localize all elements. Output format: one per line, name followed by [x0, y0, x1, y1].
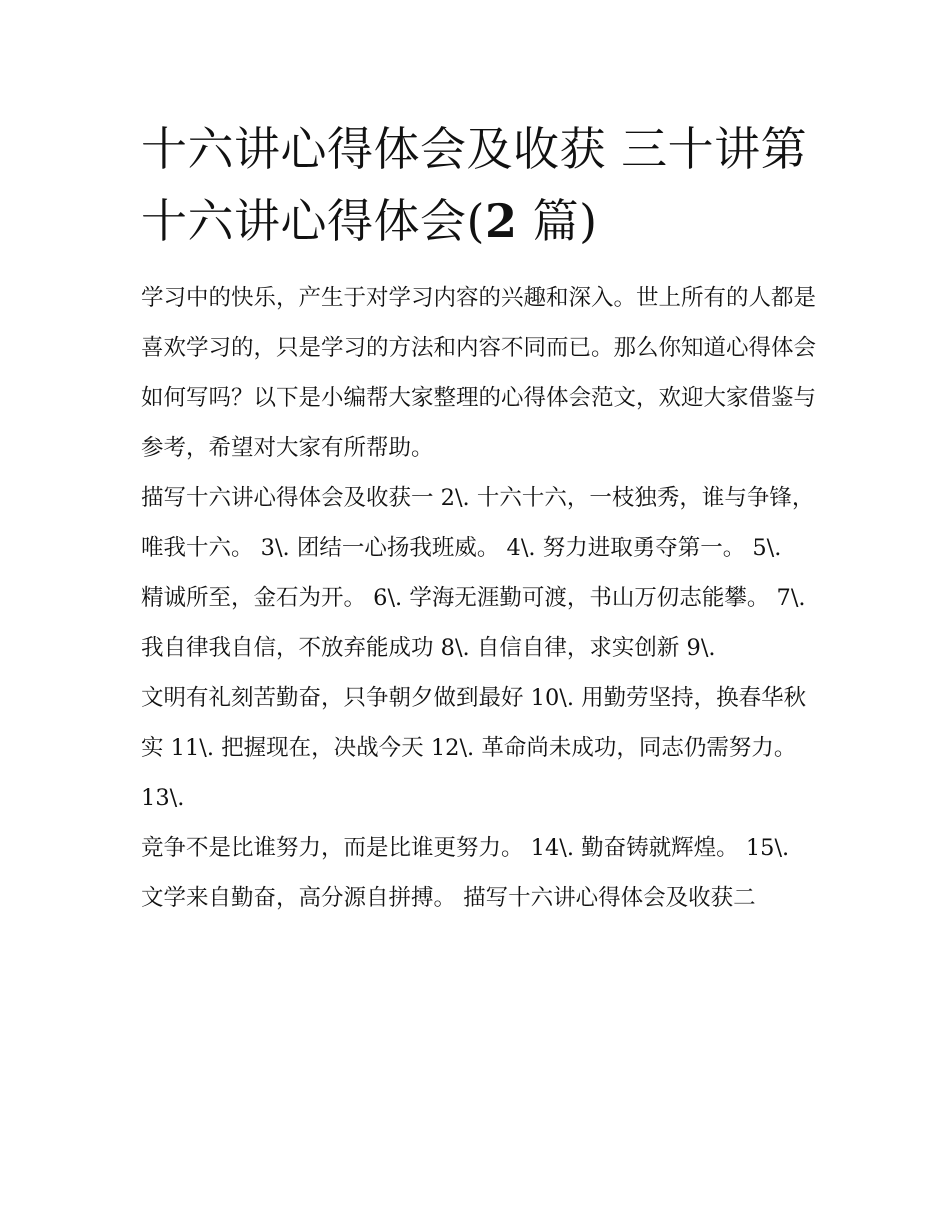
- paragraph-1: 描写十六讲心得体会及收获一 2\. 十六十六，一枝独秀，谁与争锋，唯我十六。 3\. 团结一心扬我班威。 4\. 努力进取勇夺第一。 5\.: [141, 485, 815, 561]
- body-text: [141, 273, 816, 923]
- document-title: [141, 113, 816, 257]
- paragraph-3: 文明有礼刻苦勤奋，只争朝夕做到最好 10\. 用勤劳坚持，换春华秋实 11\. 把握现在，决战今天 12\. 革命尚未成功，同志仍需努力。 13\.: [141, 685, 807, 811]
- paragraph-intro: 学习中的快乐，产生于对学习内容的兴趣和深入。世上所有的人都是喜欢学习的，只是学习的方法和内容不同而已。那么你知道心得体会如何写吗？以下是小编帮大家整理的心得体会范文，欢迎大家借鉴与参考，希望对大家有所帮助。: [141, 285, 817, 461]
- title-text: 十六讲心得体会及收获 三十讲第十六讲心得体会(: [141, 122, 808, 248]
- paragraph-2: 精诚所至，金石为开。 6\. 学海无涯勤可渡，书山万仞志能攀。 7\. 我自律我自信，不放弃能成功 8\. 自信自律，求实创新 9\.: [141, 585, 806, 661]
- paragraph-4: 竞争不是比谁努力，而是比谁更努力。 14\. 勤奋铸就辉煌。 15\. 文学来自勤奋，高分源自拼搏。 描写十六讲心得体会及收获二: [141, 835, 790, 911]
- document-content: [141, 113, 816, 923]
- title-suffix: 篇): [517, 194, 598, 248]
- title-count: 2: [484, 194, 518, 248]
